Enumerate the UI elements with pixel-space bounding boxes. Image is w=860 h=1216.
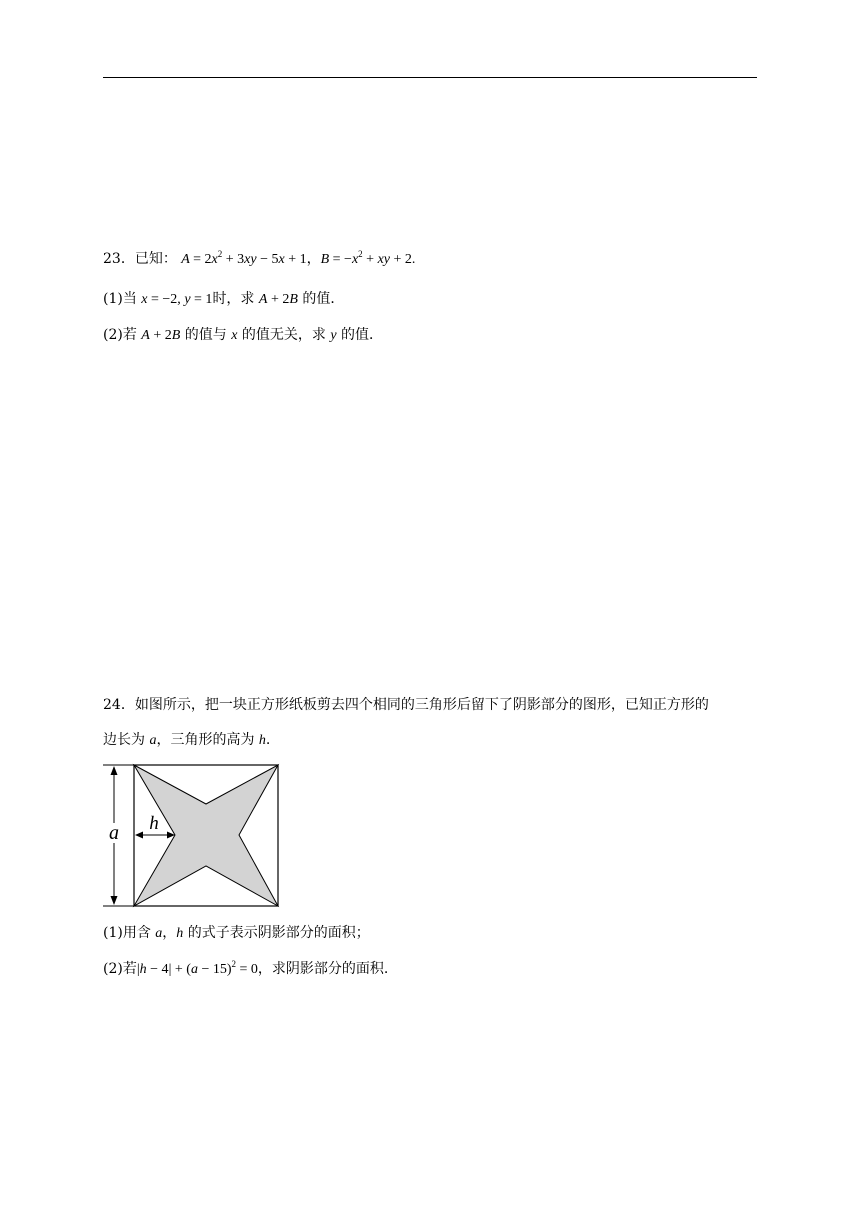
part-1-label: (1): [103, 291, 123, 307]
question-24-text-line1: 如图所示，把一块正方形纸板剪去四个相同的三角形后留下了阴影部分的图形，已知正方形的: [134, 697, 709, 713]
question-23-expressions: $A = 2x^2 + 3xy - 5x + 1$，$B = -x^2$ + xy + 2.: [181, 249, 416, 267]
star-square-figure: [98, 758, 288, 910]
question-23-lead: 已知：: [134, 251, 177, 267]
arrow-left-icon: [135, 832, 143, 839]
question-23-number: 23．: [103, 251, 135, 267]
label-a: a: [109, 822, 119, 844]
part-2-label: (2): [103, 327, 123, 343]
question-24-stem-line2: 边长为 a，三角形的高为 h.: [103, 732, 271, 748]
question-24-part-2: (2)若$|h - 4| + (a - 15)^2 = 0$，求阴影部分的面积.: [103, 959, 389, 977]
header-rule: [103, 77, 757, 78]
question-23-part-2: (2)若 A + 2B 的值与 x 的值无关，求 y 的值．: [103, 327, 384, 343]
question-23-stem: [103, 250, 415, 269]
question-24-number: 24．: [103, 697, 135, 713]
arrow-up-icon: [111, 766, 118, 775]
label-h: h: [149, 813, 159, 834]
question-23-part-1: (1)当 x = −2, y = 1时，求 A + 2B 的值．: [103, 291, 345, 307]
question-24-part-1: (1)用含 a，h 的式子表示阴影部分的面积；: [103, 925, 370, 941]
part-1-label: (1): [103, 925, 123, 941]
part-2-label: (2): [103, 961, 123, 977]
question-24-stem: [103, 696, 709, 714]
arrow-down-icon: [111, 896, 118, 905]
